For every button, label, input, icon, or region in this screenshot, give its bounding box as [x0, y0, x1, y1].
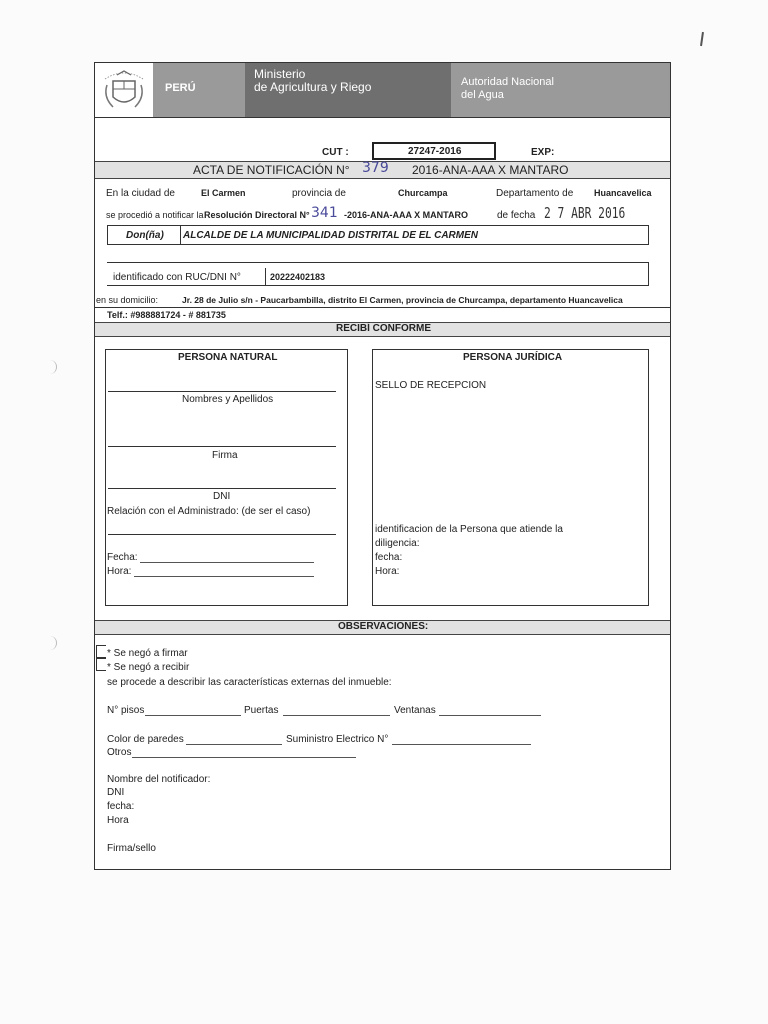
department-label: Departamento de [496, 188, 574, 199]
dni-line [108, 488, 336, 489]
peru-seal [99, 67, 149, 113]
refused-sign-checkbox[interactable] [96, 645, 106, 658]
observations-band-label: OBSERVACIONES: [338, 621, 429, 632]
names-line [108, 391, 336, 392]
addressee-label: Don(ña) [126, 230, 164, 241]
authority-line2: del Agua [461, 89, 504, 101]
doors-line[interactable] [283, 715, 390, 716]
exp-label: EXP: [531, 147, 555, 158]
scan-mark [50, 636, 57, 650]
header-divider [95, 117, 670, 118]
notifier-label: Nombre del notificador: [107, 774, 211, 785]
province-value: Churcampa [398, 188, 448, 198]
notifier-date-label: fecha: [107, 801, 135, 812]
juridica-time-label: Hora: [375, 566, 400, 577]
windows-label: Ventanas [394, 705, 436, 716]
relation-label: Relación con el Administrado: (de ser el caso) [107, 506, 311, 517]
phone-value: Telf.: #988881724 - # 881735 [107, 310, 226, 320]
scan-mark [50, 360, 57, 374]
juridica-ident-line1: identificacion de la Persona que atiende la [375, 524, 563, 535]
names-label: Nombres y Apellidos [182, 394, 274, 405]
title-suffix: 2016-ANA-AAA X MANTARO [412, 163, 569, 177]
notifier-signature-label: Firma/sello [107, 843, 156, 854]
refused-receive-checkbox[interactable] [96, 658, 106, 671]
signature-line [108, 446, 336, 447]
resolution-prefix: se procedió a notificar la [106, 210, 204, 220]
cut-value: 27247-2016 [408, 146, 462, 157]
floors-label: N° pisos [107, 705, 145, 716]
juridica-ident-line2: diligencia: [375, 538, 420, 549]
resolution-date-label: de fecha [497, 210, 536, 221]
natural-time-line[interactable] [134, 576, 314, 577]
ministry-block [245, 63, 451, 117]
scan-mark [700, 32, 704, 46]
natural-time-label: Hora: [107, 566, 132, 577]
authority-line1: Autoridad Nacional [461, 76, 554, 88]
header-banner [95, 63, 670, 117]
addressee-divider [180, 225, 181, 245]
refused-receive-label: * Se negó a recibir [107, 662, 190, 673]
describe-label: se procede a describir las características externas del inmueble: [107, 677, 392, 688]
id-label: identificado con RUC/DNI N° [113, 272, 241, 283]
cut-label: CUT : [322, 147, 349, 158]
relation-line [108, 534, 336, 535]
refused-sign-label: * Se negó a firmar [107, 648, 188, 659]
floors-line[interactable] [145, 715, 241, 716]
natural-date-label: Fecha: [107, 552, 138, 563]
cut-box [372, 142, 496, 160]
resolution-handwritten-number: 341 [311, 205, 338, 221]
domicile-line [95, 307, 670, 308]
domicile-value: Jr. 28 de Julio s/n - Paucarbambilla, distrito El Carmen, provincia de Churcampa, departamento Huancavelica [182, 295, 623, 305]
title-label: ACTA DE NOTIFICACIÓN N° [193, 163, 350, 177]
peru-block [153, 63, 245, 117]
windows-line[interactable] [439, 715, 541, 716]
others-line[interactable] [132, 757, 356, 758]
province-label: provincia de [292, 188, 346, 199]
dni-label: DNI [213, 491, 231, 502]
title-handwritten-number: 379 [362, 160, 389, 176]
seal-label: SELLO DE RECEPCION [375, 380, 487, 391]
doors-label: Puertas [244, 705, 279, 716]
juridica-date-label: fecha: [375, 552, 403, 563]
city-label: En la ciudad de [106, 188, 175, 199]
persona-juridica-title: PERSONA JURÍDICA [463, 352, 563, 363]
notifier-time-label: Hora [107, 815, 129, 826]
id-value: 20222402183 [270, 272, 326, 282]
electric-line[interactable] [392, 744, 531, 745]
authority-block [451, 63, 670, 117]
notifier-dni-label: DNI [107, 787, 125, 798]
peru-label: PERÚ [165, 82, 196, 94]
electric-label: Suministro Electrico N° [286, 734, 389, 745]
addressee-name: ALCALDE DE LA MUNICIPALIDAD DISTRITAL DE EL CARMEN [183, 230, 478, 241]
ministry-line1: Ministerio [254, 67, 306, 81]
wall-color-line[interactable] [186, 744, 282, 745]
persona-natural-box [105, 349, 348, 606]
received-band-label: RECIBÍ CONFORME [336, 323, 431, 334]
city-value: El Carmen [201, 188, 246, 198]
wall-color-label: Color de paredes [107, 734, 184, 745]
department-value: Huancavelica [594, 188, 652, 198]
persona-natural-title: PERSONA NATURAL [178, 352, 278, 363]
others-label: Otros [107, 747, 132, 758]
natural-date-line[interactable] [140, 562, 314, 563]
id-divider [265, 268, 266, 286]
signature-label: Firma [212, 450, 238, 461]
resolution-date-stamp: 2 7 ABR 2016 [544, 204, 626, 222]
domicile-label: en su domicilio: [96, 295, 159, 305]
ministry-line2: de Agricultura y Riego [254, 80, 372, 94]
resolution-label: Resolución Directoral N° [204, 210, 310, 220]
resolution-suffix: -2016-ANA-AAA X MANTARO [344, 210, 469, 220]
